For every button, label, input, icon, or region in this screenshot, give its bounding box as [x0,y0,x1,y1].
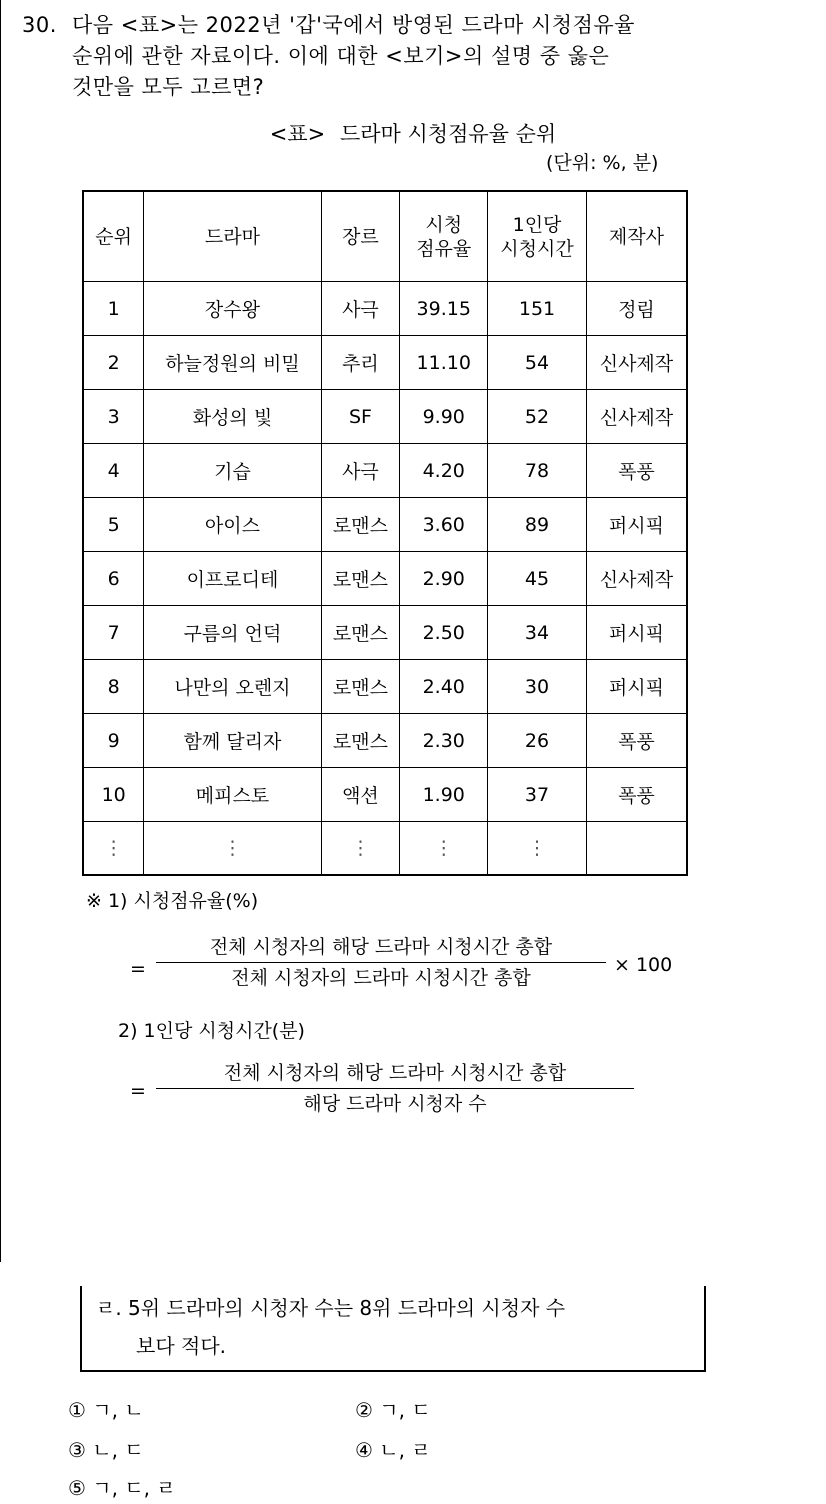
cell-drama: 기습 [144,444,321,498]
cell-drama: 화성의 빛 [144,390,321,444]
cell-drama: 나만의 오렌지 [144,660,321,714]
note2-denominator: 해당 드라마 시청자 수 [156,1088,634,1119]
header-rank: 순위 [83,191,144,282]
cell-drama: 함께 달리자 [144,714,321,768]
table-row [83,768,687,822]
header-drama: 드라마 [144,191,321,282]
bogi-item-d-cont: 보다 적다. [136,1334,226,1358]
cell-genre: 사극 [321,444,400,498]
cell-rank: 6 [83,552,144,606]
cell-drama: 하늘정원의 비밀 [144,336,321,390]
cell-rank: 9 [83,714,144,768]
cell-ellipsis [586,822,687,876]
cell-genre: 로맨스 [321,714,400,768]
cell-producer: 신사제작 [586,336,687,390]
cell-drama: 메피스토 [144,768,321,822]
cell-producer: 폭풍 [586,768,687,822]
cell-time: 89 [488,498,587,552]
note1-multiplier: × 100 [614,954,673,976]
cell-drama: 구름의 언덕 [144,606,321,660]
cell-producer: 폭풍 [586,444,687,498]
cell-ellipsis: ⋮ [321,822,400,876]
cell-genre: 사극 [321,282,400,336]
cell-share: 4.20 [400,444,488,498]
cell-share: 3.60 [400,498,488,552]
choice-4[interactable]: ④ ㄴ, ㄹ [355,1438,431,1462]
note2-equals: = [130,1080,146,1102]
bogi-box [80,1286,706,1372]
cell-share: 2.30 [400,714,488,768]
cell-time: 37 [488,768,587,822]
cell-share: 11.10 [400,336,488,390]
cell-share: 1.90 [400,768,488,822]
cell-time: 78 [488,444,587,498]
note1-denominator: 전체 시청자의 드라마 시청시간 총합 [156,962,606,993]
cell-time: 30 [488,660,587,714]
cell-rank: 8 [83,660,144,714]
cell-rank: 10 [83,768,144,822]
cell-ellipsis: ⋮ [83,822,144,876]
left-margin-rule [0,0,1,1262]
table-unit: (단위: %, 분) [546,152,659,174]
table-row [83,336,687,390]
cell-rank: 4 [83,444,144,498]
cell-drama: 이프로디테 [144,552,321,606]
note1-label: ※ 1) 시청점유율(%) [86,890,259,912]
cell-ellipsis: ⋮ [144,822,321,876]
header-producer: 제작사 [586,191,687,282]
table-row [83,552,687,606]
cell-genre: 로맨스 [321,606,400,660]
note2-numerator: 전체 시청자의 해당 드라마 시청시간 총합 [223,1062,567,1084]
choice-1[interactable]: ① ㄱ, ㄴ [68,1398,144,1422]
cell-genre: 로맨스 [321,498,400,552]
cell-genre: 로맨스 [321,552,400,606]
table-row [83,390,687,444]
choice-3[interactable]: ③ ㄴ, ㄷ [68,1438,144,1462]
cell-genre: SF [321,390,400,444]
table-row [83,606,687,660]
cell-share: 9.90 [400,390,488,444]
cell-producer: 신사제작 [586,390,687,444]
cell-share: 39.15 [400,282,488,336]
cell-producer: 퍼시픽 [586,606,687,660]
note1-fraction [156,932,606,993]
cell-genre: 액션 [321,768,400,822]
cell-rank: 7 [83,606,144,660]
note2-label: 2) 1인당 시청시간(분) [118,1020,305,1042]
cell-producer: 퍼시픽 [586,498,687,552]
rating-table [82,190,688,876]
note1-numerator: 전체 시청자의 해당 드라마 시청시간 총합 [209,936,553,958]
table-row [83,444,687,498]
cell-rank: 3 [83,390,144,444]
cell-genre: 로맨스 [321,660,400,714]
question-line: 다음 <표>는 2022년 '갑'국에서 방영된 드라마 시청점유율 [72,13,635,37]
table-caption [0,118,826,148]
question-line: 순위에 관한 자료이다. 이에 대한 <보기>의 설명 중 옳은 [72,44,610,68]
table-row [83,498,687,552]
question-number: 30. [22,13,57,37]
cell-producer: 정림 [586,282,687,336]
cell-drama: 아이스 [144,498,321,552]
table-header-row [83,191,687,282]
cell-drama: 장수왕 [144,282,321,336]
cell-producer: 신사제작 [586,552,687,606]
cell-time: 54 [488,336,587,390]
cell-time: 26 [488,714,587,768]
cell-genre: 추리 [321,336,400,390]
choice-2[interactable]: ② ㄱ, ㄷ [355,1398,431,1422]
cell-rank: 1 [83,282,144,336]
header-share: 시청 점유율 [400,191,488,282]
cell-time: 45 [488,552,587,606]
cell-share: 2.40 [400,660,488,714]
cell-time: 52 [488,390,587,444]
cell-share: 2.50 [400,606,488,660]
bogi-item-d: ㄹ. 5위 드라마의 시청자 수는 8위 드라마의 시청자 수 [96,1296,566,1320]
note1-equals: = [130,958,146,980]
cell-rank: 5 [83,498,144,552]
table-row [83,660,687,714]
cell-producer: 퍼시픽 [586,660,687,714]
header-genre: 장르 [321,191,400,282]
cell-time: 151 [488,282,587,336]
header-time: 1인당 시청시간 [488,191,587,282]
cell-share: 2.90 [400,552,488,606]
cell-producer: 폭풍 [586,714,687,768]
cell-ellipsis: ⋮ [488,822,587,876]
question-line: 것만을 모두 고르면? [72,75,265,99]
table-ellipsis-row [83,822,687,876]
table-caption-tag: <표> [269,122,326,146]
table-row [83,714,687,768]
cell-rank: 2 [83,336,144,390]
choice-5[interactable]: ⑤ ㄱ, ㄷ, ㄹ [68,1476,176,1500]
table-row [83,282,687,336]
question-text [72,10,792,103]
table-caption-title: 드라마 시청점유율 순위 [339,122,557,146]
note2-fraction [156,1058,634,1119]
cell-time: 34 [488,606,587,660]
cell-ellipsis: ⋮ [400,822,488,876]
